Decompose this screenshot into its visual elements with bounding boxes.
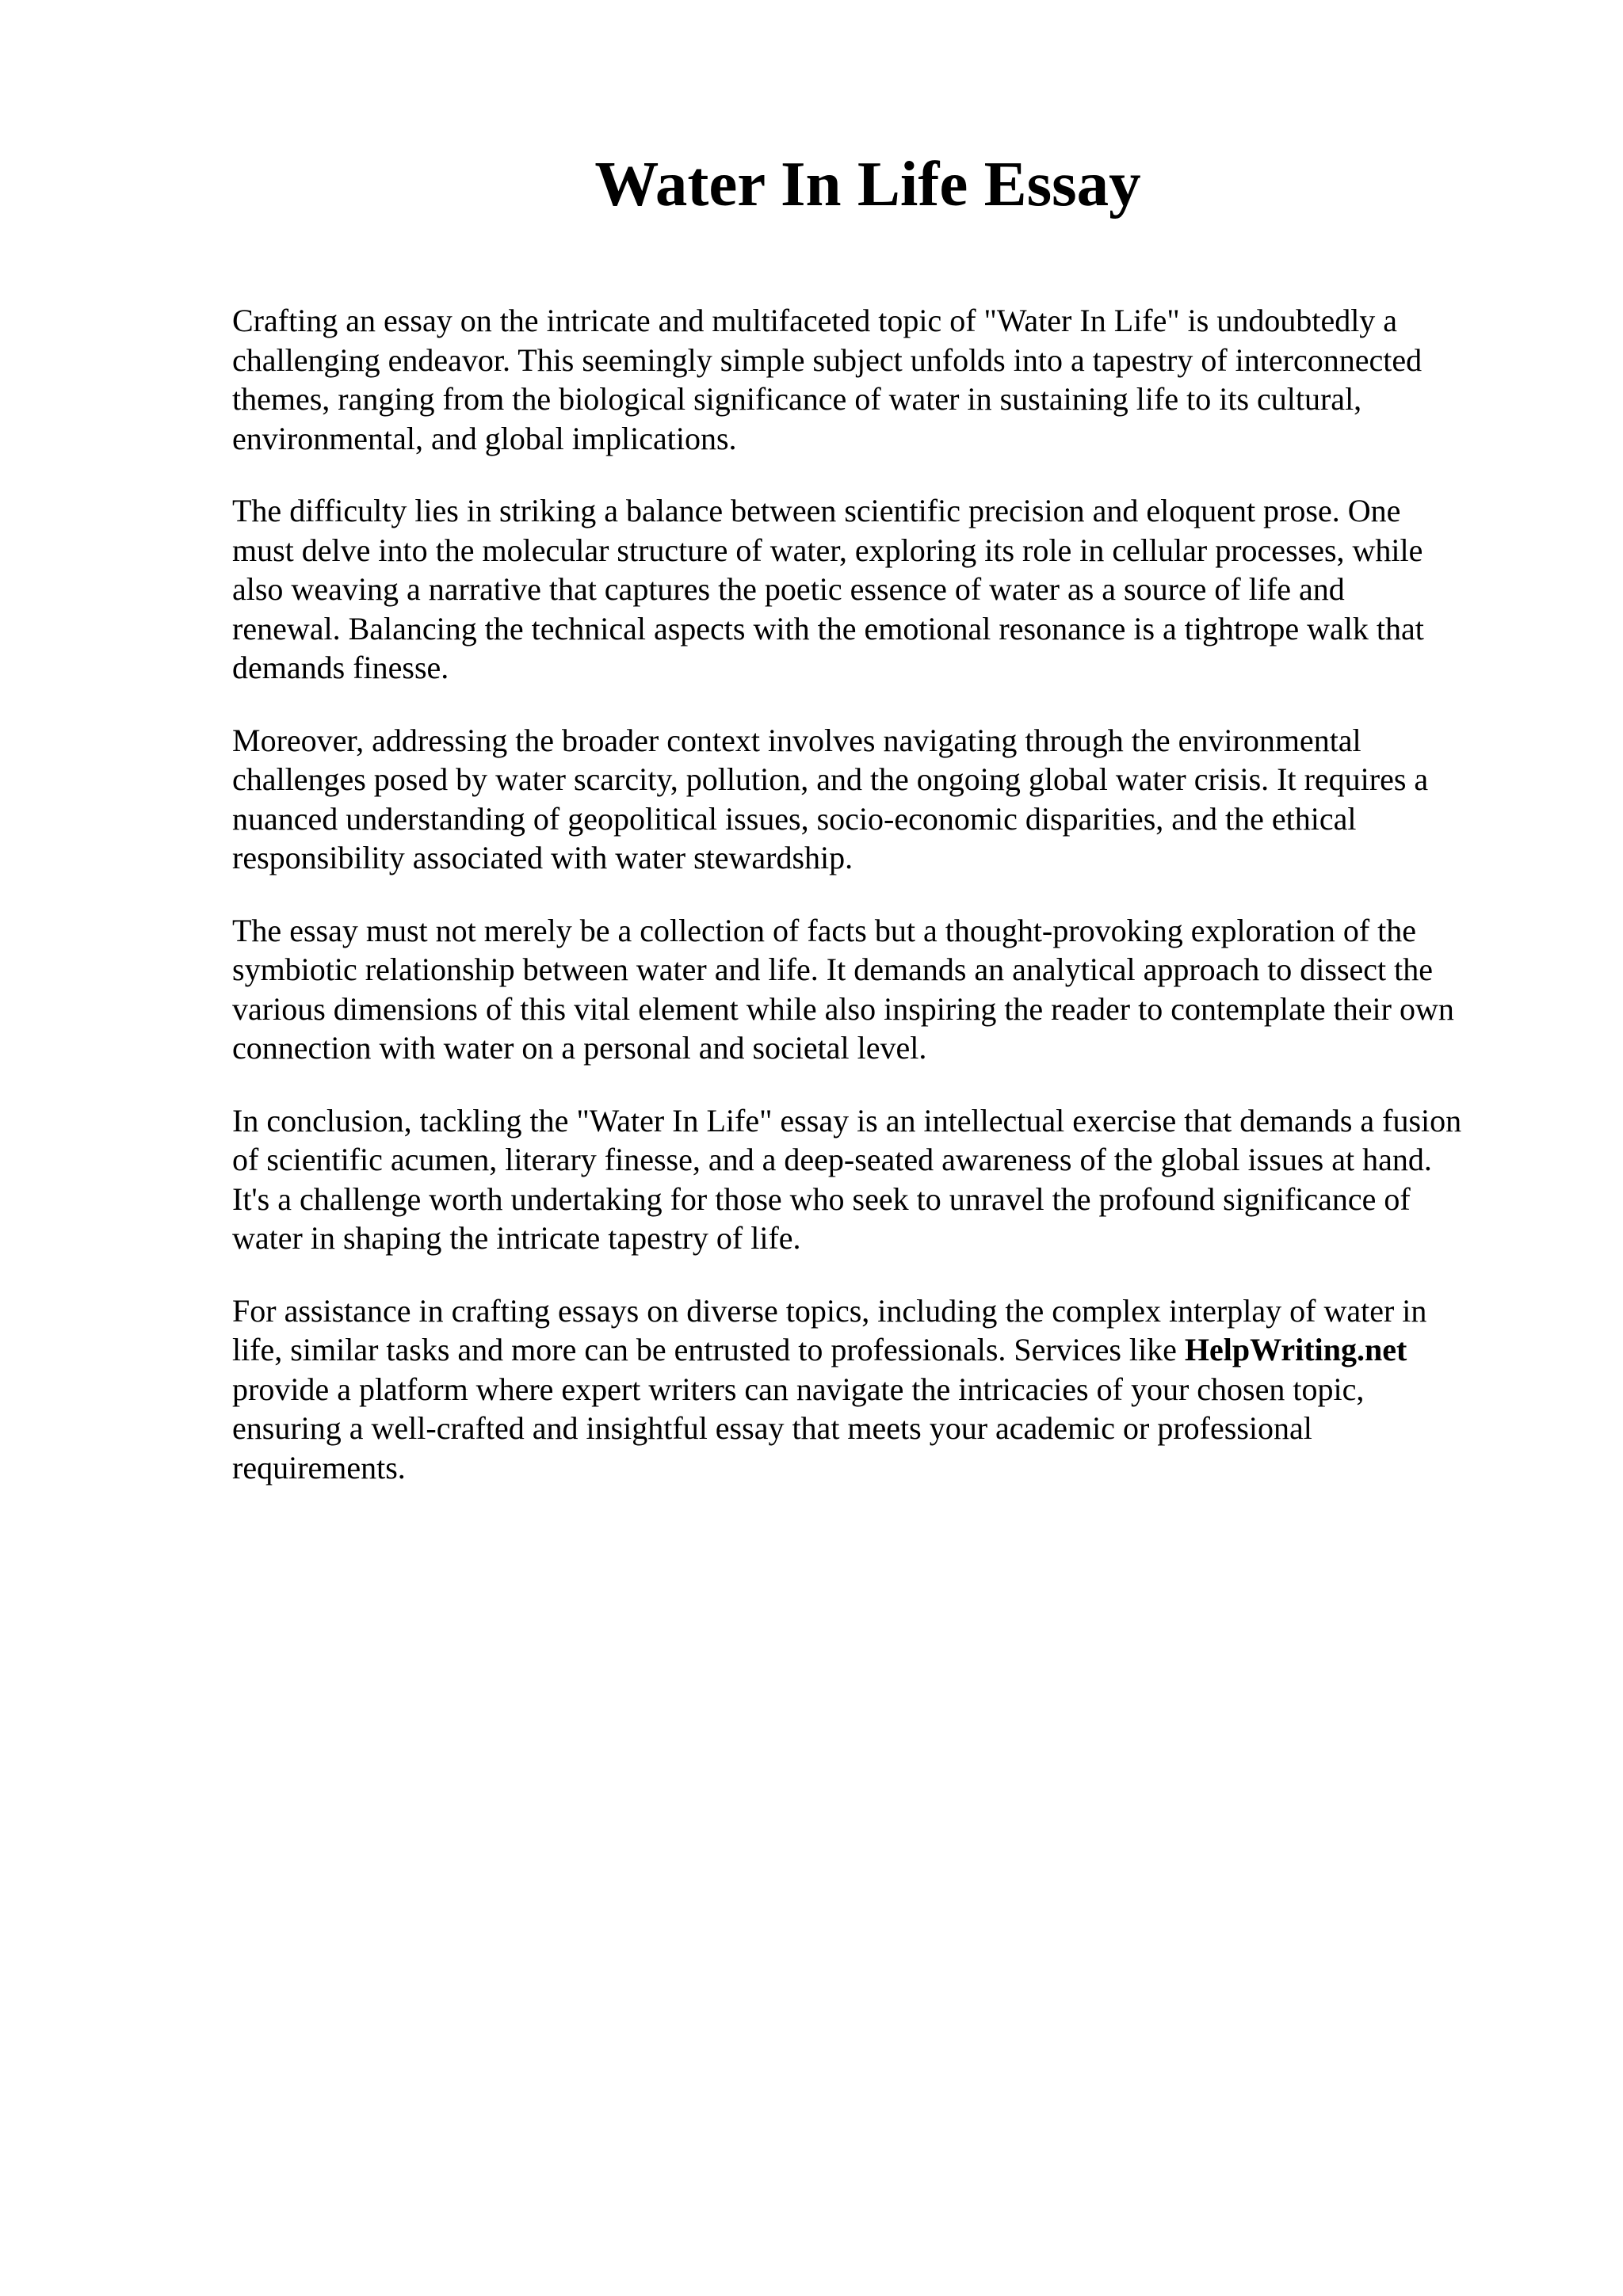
text-line: environmental, and global implications. bbox=[232, 420, 737, 456]
text-line: various dimensions of this vital element while also inspiring the reader to contemplate their own bbox=[232, 990, 1454, 1027]
text-line: For assistance in crafting essays on diverse topics, including the complex interplay of water in bbox=[232, 1292, 1427, 1329]
essay-body bbox=[232, 301, 1516, 1520]
paragraph-6 bbox=[232, 1291, 1516, 1488]
text-line: must delve into the molecular structure of water, exploring its role in cellular processes, while bbox=[232, 532, 1423, 568]
document-title: Water In Life Essay bbox=[594, 148, 1141, 219]
text-line: also weaving a narrative that captures the poetic essence of water as a source of life and bbox=[232, 571, 1345, 607]
text-line: water in shaping the intricate tapestry of life. bbox=[232, 1220, 801, 1256]
text-line: provide a platform where expert writers can navigate the intricacies of your chosen topic, bbox=[232, 1371, 1365, 1407]
text-line: of scientific acumen, literary finesse, and a deep-seated awareness of the global issues at hand. bbox=[232, 1142, 1432, 1177]
text-line: renewal. Balancing the technical aspects with the emotional resonance is a tightrope walk that bbox=[232, 610, 1424, 646]
text-line: ensuring a well-crafted and insightful essay that meets your academic or professional bbox=[232, 1410, 1312, 1446]
paragraph-1 bbox=[232, 301, 1516, 458]
text-line: symbiotic relationship between water and life. It demands an analytical approach to dissect the bbox=[232, 952, 1434, 987]
text-line: The difficulty lies in striking a balance between scientific precision and eloquent prose. One bbox=[232, 493, 1401, 528]
text-line: challenges posed by water scarcity, pollution, and the ongoing global water crisis. It requires a bbox=[232, 761, 1429, 797]
text-line: In conclusion, tackling the "Water In Life" essay is an intellectual exercise that demands a fusion bbox=[232, 1102, 1462, 1138]
text-line: requirements. bbox=[232, 1449, 406, 1486]
text-line: nuanced understanding of geopolitical issues, socio-economic disparities, and the ethical bbox=[232, 800, 1357, 837]
text-line: themes, ranging from the biological significance of water in sustaining life to its cultural, bbox=[232, 381, 1362, 417]
text-line bbox=[232, 1330, 1516, 1370]
text-line: demands finesse. bbox=[232, 650, 449, 685]
text-line: Moreover, addressing the broader context involves navigating through the environmental bbox=[232, 722, 1361, 758]
paragraph-5 bbox=[232, 1101, 1516, 1258]
text-line: challenging endeavor. This seemingly simple subject unfolds into a tapestry of interconnected bbox=[232, 341, 1423, 378]
text-segment: life, similar tasks and more can be entrusted to professionals. Services like bbox=[232, 1332, 1185, 1367]
brand-name: HelpWriting.net bbox=[1184, 1332, 1407, 1367]
paragraph-3 bbox=[232, 721, 1516, 878]
paragraph-2 bbox=[232, 491, 1516, 688]
paragraph-4 bbox=[232, 911, 1516, 1068]
text-line: Crafting an essay on the intricate and multifaceted topic of "Water In Life" is undoubtedly a bbox=[232, 303, 1398, 338]
text-line: The essay must not merely be a collection of facts but a thought-provoking exploration of the bbox=[232, 912, 1417, 948]
text-line: It's a challenge worth undertaking for those who seek to unravel the profound significance of bbox=[232, 1180, 1411, 1217]
text-line: responsibility associated with water stewardship. bbox=[232, 840, 854, 875]
text-line: connection with water on a personal and societal level. bbox=[232, 1030, 927, 1066]
